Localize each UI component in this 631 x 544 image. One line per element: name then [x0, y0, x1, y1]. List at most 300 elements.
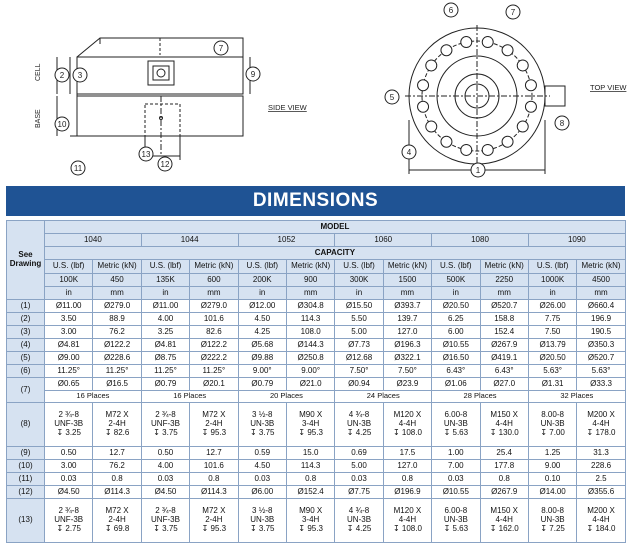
table-cell: Ø304.8 [286, 300, 334, 313]
table-cell: Metric (kN) [383, 260, 431, 274]
table-row [7, 247, 626, 260]
table-cell: mm [480, 287, 528, 300]
table-cell: 139.7 [383, 313, 431, 326]
thread-spec-line: 2-4H [205, 515, 223, 525]
table-cell: 17.5 [383, 447, 431, 460]
table-cell: 76.2 [93, 326, 141, 339]
thread-spec-line: 3-4H [301, 419, 320, 429]
table-cell: 158.8 [480, 313, 528, 326]
table-row [7, 403, 626, 447]
bolt-hole [441, 45, 452, 56]
table-cell: 3.00 [45, 326, 93, 339]
table-cell: Ø15.50 [335, 300, 383, 313]
thread-spec-line: M72 X [105, 506, 129, 516]
table-cell: Ø419.1 [480, 352, 528, 365]
table-cell: 25.4 [480, 447, 528, 460]
model-cell: 1044 [141, 234, 238, 247]
table-cell: in [528, 287, 576, 300]
table-cell: Metric (kN) [577, 260, 625, 274]
table-cell [528, 403, 576, 447]
thread-spec-line: ↧ 2.75 [56, 523, 81, 533]
table-cell: (11) [7, 473, 45, 486]
table-cell: Ø27.0 [480, 378, 528, 391]
table-cell [335, 403, 383, 447]
table-cell: 32 Places [528, 391, 625, 403]
thread-spec-line: ↧ 108.0 [392, 427, 422, 437]
thread-spec-line: 4 ¾-8 [348, 506, 370, 516]
table-cell: 228.6 [577, 460, 625, 473]
table-cell [480, 499, 528, 543]
table-cell: in [335, 287, 383, 300]
table-cell: Ø20.50 [432, 300, 480, 313]
table-cell [335, 499, 383, 543]
technical-drawing [0, 0, 631, 182]
thread-spec-line: M72 X [202, 410, 226, 420]
thread-spec-line: UNF-3B [151, 419, 180, 429]
table-cell: Ø322.1 [383, 352, 431, 365]
callout-4: 4 [406, 148, 412, 157]
callout-8: 8 [559, 119, 565, 128]
thread-spec-line: 4-4H [398, 515, 417, 525]
table-cell: Ø0.65 [45, 378, 93, 391]
callout-12: 12 [160, 160, 170, 169]
table-cell: Ø9.88 [238, 352, 286, 365]
table-cell [577, 499, 625, 543]
cell-label: CELL [35, 63, 42, 81]
table-cell: Ø4.81 [45, 339, 93, 352]
model-header: MODEL [45, 221, 626, 234]
table-cell: 5.00 [335, 326, 383, 339]
table-cell: 0.8 [480, 473, 528, 486]
thread-spec-line: ↧ 5.63 [443, 427, 469, 437]
thread-spec-line: 4 ¾-8 [348, 410, 370, 420]
table-cell: (7) [7, 378, 45, 403]
table-cell: Ø279.0 [190, 300, 238, 313]
bolt-hole [418, 101, 429, 112]
table-cell: 114.3 [286, 313, 334, 326]
table-cell: 6.43° [432, 365, 480, 378]
table-cell: 28 Places [432, 391, 529, 403]
table-cell: Ø660.4 [577, 300, 625, 313]
table-cell: Ø13.79 [528, 339, 576, 352]
table-cell [141, 403, 189, 447]
thread-spec-line: UN-3B [540, 515, 565, 525]
thread-spec-line: M90 X [299, 410, 323, 420]
see-drawing-header: See Drawing [7, 221, 45, 300]
top-view-label: TOP VIEW [590, 83, 627, 92]
table-cell: Ø7.73 [335, 339, 383, 352]
thread-spec-line: M200 X [587, 506, 615, 516]
table-cell: 0.50 [141, 447, 189, 460]
table-cell: Ø7.75 [335, 486, 383, 499]
bolt-hole [525, 101, 536, 112]
bolt-hole [426, 121, 437, 132]
table-cell: 11.25° [93, 365, 141, 378]
table-cell: 0.03 [238, 473, 286, 486]
thread-spec-line: UNF-3B [54, 419, 84, 429]
thread-spec-line: UN-3B [540, 419, 565, 429]
table-cell: in [45, 287, 93, 300]
table-cell [93, 403, 141, 447]
table-row [7, 365, 626, 378]
table-cell: Ø144.3 [286, 339, 334, 352]
table-cell: (12) [7, 486, 45, 499]
table-cell: 152.4 [480, 326, 528, 339]
table-row [7, 234, 626, 247]
table-cell: mm [93, 287, 141, 300]
table-cell: 4.50 [238, 460, 286, 473]
bolt-hole [502, 45, 513, 56]
table-cell: 11.25° [141, 365, 189, 378]
table-cell: Metric (kN) [480, 260, 528, 274]
table-cell: 11.25° [190, 365, 238, 378]
thread-spec-line: 3-4H [301, 515, 320, 525]
table-cell: in [141, 287, 189, 300]
table-cell: Ø114.3 [190, 486, 238, 499]
table-cell: 0.03 [45, 473, 93, 486]
thread-spec-line: ↧ 95.3 [201, 523, 227, 533]
table-row [7, 391, 626, 403]
table-cell: 7.50° [335, 365, 383, 378]
side-view [57, 38, 250, 160]
thread-spec-line: 6.00-8 [444, 410, 468, 420]
table-cell [432, 499, 480, 543]
thread-spec-line: ↧ 4.25 [346, 523, 372, 533]
table-cell: 7.50 [528, 326, 576, 339]
table-cell: 4500 [577, 274, 625, 287]
callout-9: 9 [250, 70, 256, 79]
table-cell: (3) [7, 326, 45, 339]
table-cell: Metric (kN) [93, 260, 141, 274]
table-cell: 4.25 [238, 326, 286, 339]
thread-spec-line: 4-4H [495, 515, 513, 525]
table-cell: U.S. (lbf) [335, 260, 383, 274]
table-cell: 0.10 [528, 473, 576, 486]
table-cell [528, 499, 576, 543]
table-cell: Ø16.50 [432, 352, 480, 365]
thread-spec-line: ↧ 108.0 [392, 523, 422, 533]
bolt-hole [482, 144, 493, 155]
table-cell [190, 403, 238, 447]
table-cell: 12.7 [93, 447, 141, 460]
thread-spec-line: UN-3B [347, 419, 372, 429]
table-cell: 5.63° [577, 365, 625, 378]
callout-11: 11 [73, 164, 83, 173]
bolt-hole [418, 80, 429, 91]
table-row [7, 473, 626, 486]
table-cell: 1500 [383, 274, 431, 287]
table-cell [93, 499, 141, 543]
table-cell: Ø26.00 [528, 300, 576, 313]
thread-spec-line: ↧ 178.0 [586, 427, 616, 437]
thread-spec-line: ↧ 69.8 [104, 523, 130, 533]
thread-spec-line: M200 X [587, 410, 615, 420]
thread-spec-line: UN-3B [347, 515, 372, 525]
table-cell: 0.8 [286, 473, 334, 486]
table-cell: 1.25 [528, 447, 576, 460]
table-cell: Ø9.00 [45, 352, 93, 365]
table-cell: Ø14.00 [528, 486, 576, 499]
thread-spec-line: 2-4H [108, 419, 126, 429]
thread-spec-line: M150 X [490, 410, 518, 420]
table-cell: (8) [7, 403, 45, 447]
thread-spec-line: ↧ 5.63 [443, 523, 469, 533]
table-cell: Ø355.6 [577, 486, 625, 499]
table-cell: (4) [7, 339, 45, 352]
table-cell: 0.03 [432, 473, 480, 486]
table-cell: 177.8 [480, 460, 528, 473]
table-cell: 20 Places [238, 391, 335, 403]
table-row [7, 300, 626, 313]
thread-spec-line: UNF-3B [54, 515, 84, 525]
table-cell: (2) [7, 313, 45, 326]
table-cell [432, 403, 480, 447]
thread-spec-line: UN-3B [250, 419, 275, 429]
model-cell: 1040 [45, 234, 142, 247]
side-view-label: SIDE VIEW [268, 103, 307, 112]
table-cell: Ø20.1 [190, 378, 238, 391]
table-cell: 0.8 [93, 473, 141, 486]
table-cell: U.S. (lbf) [238, 260, 286, 274]
table-cell: 600 [190, 274, 238, 287]
table-cell: 0.59 [238, 447, 286, 460]
table-cell: Ø12.00 [238, 300, 286, 313]
table-cell: Ø4.50 [45, 486, 93, 499]
table-cell [141, 499, 189, 543]
thread-spec-line: ↧ 7.25 [540, 523, 565, 533]
table-cell: 11.25° [45, 365, 93, 378]
table-cell: Ø10.55 [432, 339, 480, 352]
table-row [7, 313, 626, 326]
thread-spec-line: 2-4H [108, 515, 126, 525]
bolt-hole [461, 144, 472, 155]
table-cell: U.S. (lbf) [45, 260, 93, 274]
table-cell: 100K [45, 274, 93, 287]
table-cell: 190.5 [577, 326, 625, 339]
table-cell: (13) [7, 499, 45, 543]
table-row [7, 287, 626, 300]
table-cell: 0.69 [335, 447, 383, 460]
thread-spec-line: 4-4H [592, 419, 610, 429]
table-cell: Ø196.9 [383, 486, 431, 499]
table-cell: 9.00° [286, 365, 334, 378]
bolt-hole [517, 60, 528, 71]
table-cell: 4.00 [141, 460, 189, 473]
table-cell [286, 499, 334, 543]
thread-spec-line: ↧ 130.0 [489, 427, 519, 437]
table-cell: Ø279.0 [93, 300, 141, 313]
thread-spec-line: ↧ 7.00 [540, 427, 565, 437]
table-row [7, 260, 626, 274]
table-cell: 300K [335, 274, 383, 287]
table-cell: Ø1.06 [432, 378, 480, 391]
table-row [7, 486, 626, 499]
bolt-hole [426, 60, 437, 71]
table-cell: 16 Places [45, 391, 142, 403]
thread-spec-line: ↧ 4.25 [346, 427, 372, 437]
thread-spec-line: 3 ½-8 [252, 506, 273, 516]
table-cell: 135K [141, 274, 189, 287]
thread-spec-line: ↧ 184.0 [586, 523, 616, 533]
table-cell: Ø267.9 [480, 486, 528, 499]
table-row [7, 447, 626, 460]
table-row [7, 326, 626, 339]
table-cell: 3.00 [45, 460, 93, 473]
thread-spec-line: 3 ½-8 [252, 410, 273, 420]
table-cell [238, 499, 286, 543]
model-cell: 1060 [335, 234, 432, 247]
thread-spec-line: UNF-3B [151, 515, 180, 525]
table-cell: 450 [93, 274, 141, 287]
table-cell: Ø267.9 [480, 339, 528, 352]
thread-spec-line: ↧ 3.25 [56, 427, 81, 437]
table-cell: (5) [7, 352, 45, 365]
thread-spec-line: M72 X [105, 410, 129, 420]
table-cell [238, 403, 286, 447]
table-row [7, 352, 626, 365]
thread-spec-line: ↧ 3.75 [153, 523, 178, 533]
table-cell: Ø5.68 [238, 339, 286, 352]
table-cell: 500K [432, 274, 480, 287]
table-cell: Ø0.79 [238, 378, 286, 391]
model-cell: 1090 [528, 234, 625, 247]
thread-spec-line: M72 X [202, 506, 226, 516]
thread-spec-line: 2 ¾-8 [58, 506, 79, 516]
table-cell: Ø6.00 [238, 486, 286, 499]
table-cell: 101.6 [190, 460, 238, 473]
table-cell: Ø10.55 [432, 486, 480, 499]
table-cell: Ø122.2 [93, 339, 141, 352]
table-cell: Ø520.7 [577, 352, 625, 365]
table-cell: 5.50 [335, 313, 383, 326]
table-cell: mm [383, 287, 431, 300]
table-cell: Ø114.3 [93, 486, 141, 499]
model-cell: 1080 [432, 234, 529, 247]
table-cell: Ø228.6 [93, 352, 141, 365]
table-cell: (6) [7, 365, 45, 378]
thread-spec-line: M150 X [490, 506, 518, 516]
table-cell: Ø0.79 [141, 378, 189, 391]
table-cell: 114.3 [286, 460, 334, 473]
table-row [7, 274, 626, 287]
thread-spec-line: 8.00-8 [541, 506, 564, 516]
thread-spec-line: 4-4H [398, 419, 417, 429]
table-cell: 82.6 [190, 326, 238, 339]
table-cell: Ø20.50 [528, 352, 576, 365]
table-cell: 9.00 [528, 460, 576, 473]
callout-2: 2 [59, 71, 65, 80]
table-cell: 4.00 [141, 313, 189, 326]
table-cell: 9.00° [238, 365, 286, 378]
dimensions-table [6, 220, 626, 543]
bolt-hole [482, 37, 493, 48]
table-row [7, 339, 626, 352]
table-cell: Ø11.00 [45, 300, 93, 313]
thread-spec-line: ↧ 162.0 [489, 523, 519, 533]
table-cell: Ø4.50 [141, 486, 189, 499]
table-cell [45, 403, 93, 447]
table-cell: 4.50 [238, 313, 286, 326]
table-cell: Ø8.75 [141, 352, 189, 365]
table-cell: Ø4.81 [141, 339, 189, 352]
table-cell [577, 403, 625, 447]
table-cell: Ø350.3 [577, 339, 625, 352]
table-cell: 76.2 [93, 460, 141, 473]
table-cell: Ø11.00 [141, 300, 189, 313]
table-cell: 5.63° [528, 365, 576, 378]
table-cell: Metric (kN) [190, 260, 238, 274]
thread-spec-line: ↧ 95.3 [298, 427, 323, 437]
bolt-hole [441, 136, 452, 147]
table-cell: 101.6 [190, 313, 238, 326]
thread-spec-line: M120 X [393, 506, 422, 516]
thread-spec-line: M120 X [393, 410, 422, 420]
table-cell [286, 403, 334, 447]
table-cell [383, 499, 431, 543]
table-cell: 6.43° [480, 365, 528, 378]
table-cell: 12.7 [190, 447, 238, 460]
table-cell [190, 499, 238, 543]
callout-3: 3 [77, 71, 83, 80]
table-cell: Ø520.7 [480, 300, 528, 313]
thread-spec-line: ↧ 3.75 [153, 427, 178, 437]
bolt-hole [502, 136, 513, 147]
table-cell: 0.8 [383, 473, 431, 486]
table-cell: 196.9 [577, 313, 625, 326]
table-cell: 1.00 [432, 447, 480, 460]
thread-spec-line: ↧ 95.3 [298, 523, 323, 533]
table-cell: 0.8 [190, 473, 238, 486]
table-cell: mm [286, 287, 334, 300]
table-cell: 108.0 [286, 326, 334, 339]
thread-spec-line: 4-4H [592, 515, 610, 525]
table-cell: Ø393.7 [383, 300, 431, 313]
table-cell: 31.3 [577, 447, 625, 460]
callout-5: 5 [389, 93, 395, 102]
table-cell: Ø33.3 [577, 378, 625, 391]
table-cell [45, 499, 93, 543]
thread-spec-line: 2-4H [205, 419, 223, 429]
table-cell: (1) [7, 300, 45, 313]
thread-spec-line: 6.00-8 [444, 506, 468, 516]
table-cell: 15.0 [286, 447, 334, 460]
table-cell: 7.50° [383, 365, 431, 378]
table-cell: (10) [7, 460, 45, 473]
callout-1: 1 [475, 166, 481, 175]
thread-spec-line: UN-3B [250, 515, 275, 525]
dimensions-title: DIMENSIONS [6, 186, 625, 216]
callout-7-side: 7 [218, 44, 224, 53]
table-cell: 0.03 [141, 473, 189, 486]
table-cell: 7.00 [432, 460, 480, 473]
thread-spec-line: 4-4H [495, 419, 513, 429]
table-cell: Ø222.2 [190, 352, 238, 365]
table-cell: Ø1.31 [528, 378, 576, 391]
table-cell: 3.50 [45, 313, 93, 326]
bolt-hole [461, 37, 472, 48]
table-cell: 2250 [480, 274, 528, 287]
table-cell: Ø21.0 [286, 378, 334, 391]
table-cell: Ø16.5 [93, 378, 141, 391]
base-label: BASE [35, 109, 42, 128]
thread-spec-line: M90 X [299, 506, 323, 516]
thread-spec-line: ↧ 3.75 [250, 523, 275, 533]
table-cell: 16 Places [141, 391, 238, 403]
table-cell: (9) [7, 447, 45, 460]
callout-6: 6 [448, 6, 454, 15]
thread-spec-line: ↧ 82.6 [104, 427, 130, 437]
capacity-header: CAPACITY [45, 247, 626, 260]
